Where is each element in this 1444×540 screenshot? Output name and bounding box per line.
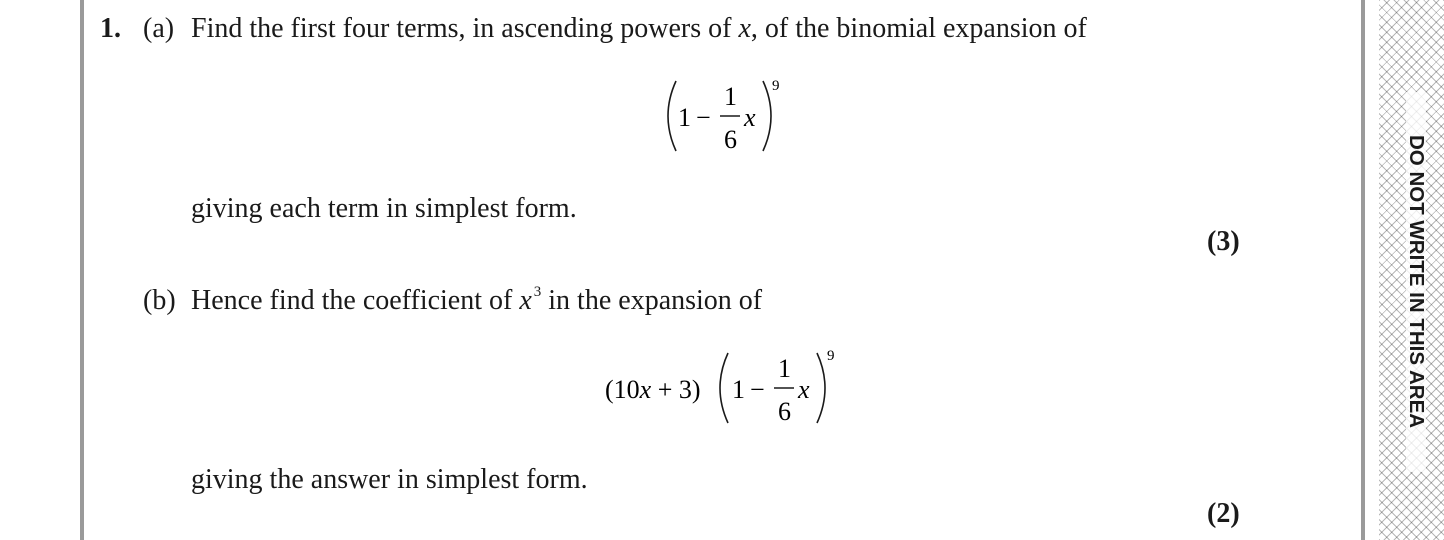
part-b-follow-up: giving the answer in simplest form.	[191, 464, 588, 495]
expr-b-power: 9	[827, 348, 835, 364]
expr-b-one: 1	[732, 375, 745, 404]
margin-notice: DO NOT WRITE IN THIS AREA	[1406, 92, 1426, 472]
part-b-marks: (2)	[1207, 498, 1240, 529]
expr-b-numerator: 1	[778, 354, 791, 383]
part-a-prompt: Find the first four terms, in ascending powers of x, of the binomial expansion of	[191, 13, 1087, 44]
right-margin-rule	[1361, 0, 1365, 540]
question-number: 1.	[100, 13, 121, 44]
expr-a-numerator: 1	[724, 82, 737, 111]
part-a-follow-up: giving each term in simplest form.	[191, 193, 577, 224]
left-margin-rule	[80, 0, 84, 540]
expr-b-denominator: 6	[778, 397, 791, 426]
expr-a-one: 1	[678, 103, 691, 132]
expr-a-minus: −	[696, 103, 711, 132]
part-a-marks: (3)	[1207, 226, 1240, 257]
part-b-label: (b)	[143, 285, 176, 316]
expr-b-minus: −	[750, 375, 765, 404]
part-a-expression	[660, 78, 790, 158]
expr-b-variable: x	[798, 375, 810, 404]
expr-a-denominator: 6	[724, 125, 737, 154]
expr-a-power: 9	[772, 78, 780, 94]
part-b-expression	[605, 350, 845, 430]
part-a-label: (a)	[143, 13, 175, 44]
expr-a-variable: x	[744, 103, 756, 132]
part-b-prompt: Hence find the coefficient of x $^3$ in the expansion of	[191, 284, 763, 316]
expr-b-factor: (10x + 3)	[605, 375, 701, 404]
